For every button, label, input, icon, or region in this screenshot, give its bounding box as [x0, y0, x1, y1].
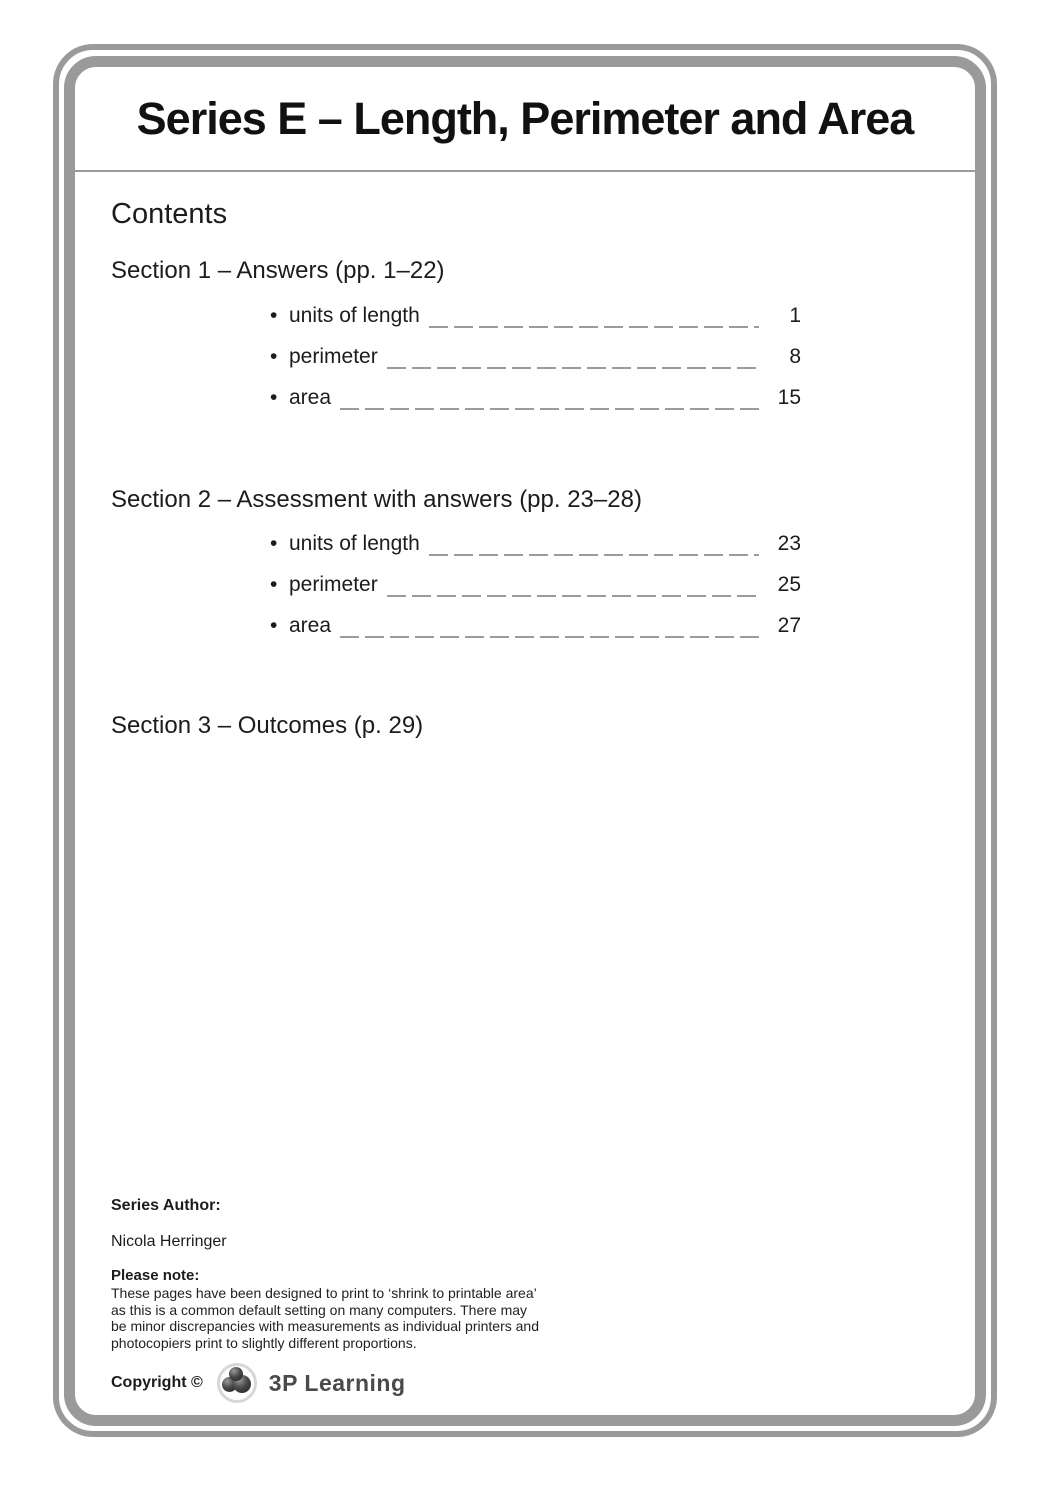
toc-item-label: area [289, 386, 332, 409]
toc-item-label: area [289, 614, 332, 637]
footer [111, 1197, 561, 1403]
page-title: Series E – Length, Perimeter and Area [136, 92, 914, 144]
bullet-icon: • [270, 386, 278, 409]
toc-page-number: 8 [789, 345, 801, 368]
section-3-heading: Section 3 – Outcomes (p. 29) [111, 712, 424, 739]
toc-item-label: perimeter [289, 573, 378, 596]
section-2-items [270, 529, 801, 640]
toc-item-label: perimeter [289, 345, 378, 368]
title-bar [75, 67, 975, 170]
series-author-label: Series Author: [111, 1197, 221, 1214]
toc-page-number: 15 [777, 386, 801, 409]
section-1-items [270, 301, 801, 412]
print-note-text: These pages have been designed to print to ‘shrink to printable area’ as this is a common default setting on many computers. There may be minor discrepancies with measurements as individual printers and photocopiers print to slightly different proportions. [111, 1285, 539, 1351]
toc-row [270, 301, 801, 330]
toc-item-label: units of length [289, 532, 420, 555]
bullet-icon: • [270, 304, 278, 327]
leader-line [429, 301, 759, 330]
bullet-icon: • [270, 573, 278, 596]
section-2-heading: Section 2 – Assessment with answers (pp. 23–28) [111, 486, 642, 513]
title-separator-line [75, 170, 975, 172]
toc-page-number: 25 [777, 573, 801, 596]
logo-sphere [229, 1367, 243, 1381]
contents-area [75, 197, 975, 741]
toc-page-number: 27 [777, 614, 801, 637]
3p-learning-logo-icon [217, 1363, 257, 1403]
toc-row [270, 570, 801, 599]
page-border-inner [64, 56, 986, 1426]
copyright-label: Copyright © [111, 1374, 203, 1391]
toc-row [270, 342, 801, 371]
section-1-heading: Section 1 – Answers (pp. 1–22) [111, 257, 445, 284]
leader-line [340, 383, 759, 412]
bullet-icon: • [270, 532, 278, 555]
toc-item-label: units of length [289, 304, 420, 327]
toc-page-number: 23 [777, 532, 801, 555]
brand-name: 3P Learning [268, 1369, 406, 1396]
copyright-row [111, 1363, 561, 1403]
leader-line [387, 570, 759, 599]
contents-heading: Contents [111, 198, 228, 230]
bullet-icon: • [270, 345, 278, 368]
leader-line [387, 342, 759, 371]
please-note-label: Please note: [111, 1267, 200, 1284]
leader-line [340, 611, 759, 640]
toc-row [270, 611, 801, 640]
bullet-icon: • [270, 614, 278, 637]
series-author-name: Nicola Herringer [111, 1233, 227, 1250]
leader-line [429, 529, 759, 558]
toc-row [270, 529, 801, 558]
toc-row [270, 383, 801, 412]
toc-page-number: 1 [789, 304, 801, 327]
